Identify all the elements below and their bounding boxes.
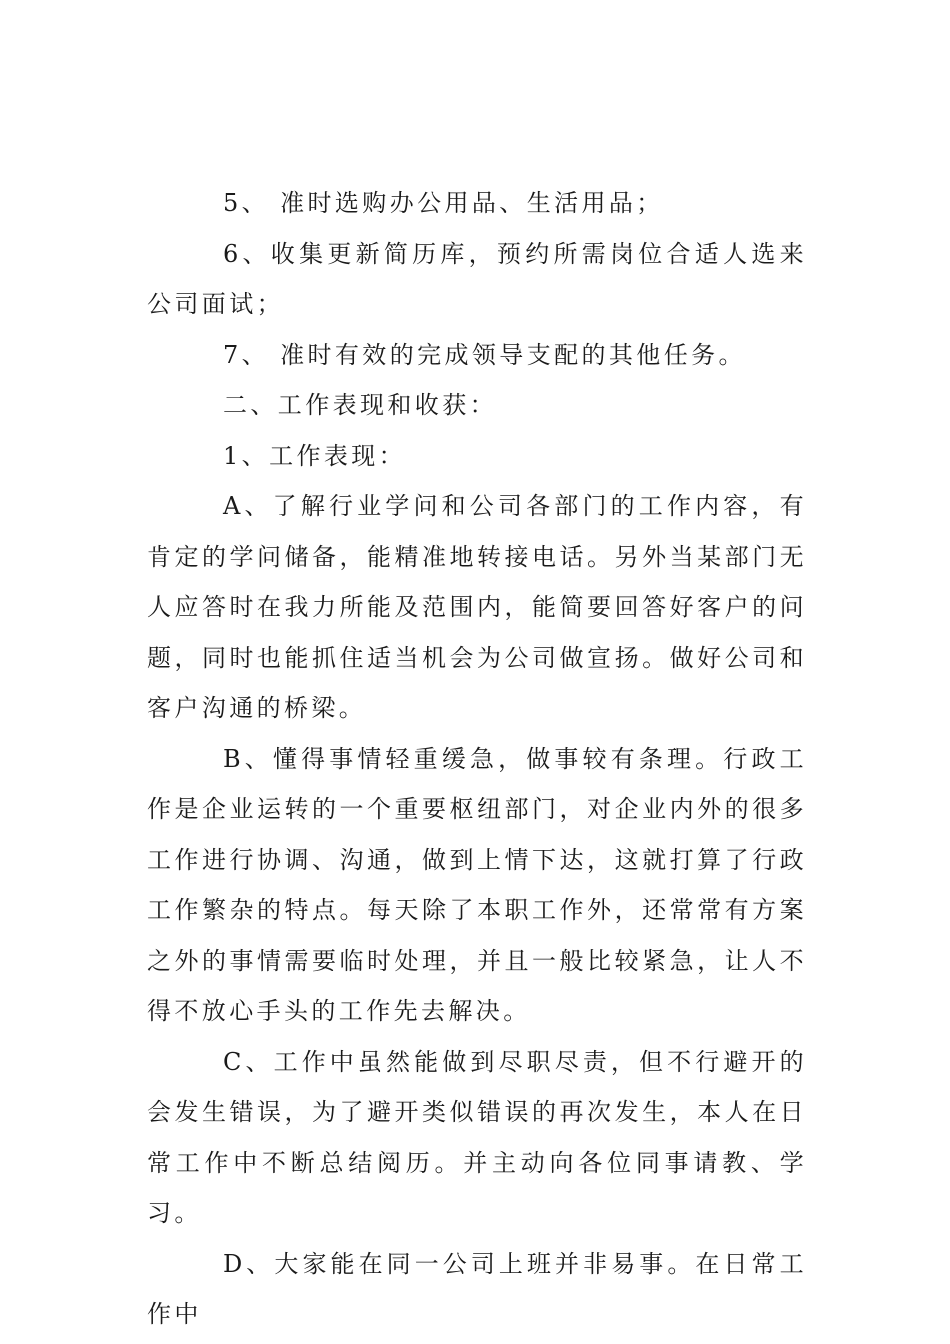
paragraph-item-6: 6、收集更新简历库，预约所需岗位合适人选来公司面试； bbox=[147, 239, 807, 318]
paragraph-item-5: 5、 准时选购办公用品、生活用品； bbox=[223, 189, 664, 217]
paragraph-point-c: C、工作中虽然能做到尽职尽责，但不行避开的会发生错误，为了避开类似错误的再次发生，本人在日常工作中不断总结阅历。并主动向各位同事请教、学习。 bbox=[147, 1047, 807, 1227]
document-body bbox=[147, 178, 807, 1340]
paragraph-point-d: D、大家能在同一公司上班并非易事。在日常工作中 bbox=[147, 1249, 807, 1328]
paragraph-point-a: A、了解行业学问和公司各部门的工作内容，有肯定的学问储备，能精准地转接电话。另外当某部门无人应答时在我力所能及范围内，能简要回答好客户的问题，同时也能抓住适当机会为公司做宣扬。做好公司和客户沟通的桥梁。 bbox=[147, 492, 807, 722]
paragraph-item-7: 7、 准时有效的完成领导支配的其他任务。 bbox=[223, 340, 746, 369]
subsection-heading-performance: 1、工作表现： bbox=[223, 441, 407, 470]
section-heading-performance: 二、工作表现和收获： bbox=[223, 391, 497, 419]
paragraph-point-b: B、懂得事情轻重缓急，做事较有条理。行政工作是企业运转的一个重要枢纽部门，对企业内外的很多工作进行协调、沟通，做到上情下达，这就打算了行政工作繁杂的特点。每天除了本职工作外，还常常有方案之外的事情需要临时处理，并且一般比较紧急，让人不得不放心手头的工作先去解决。 bbox=[147, 744, 807, 1025]
